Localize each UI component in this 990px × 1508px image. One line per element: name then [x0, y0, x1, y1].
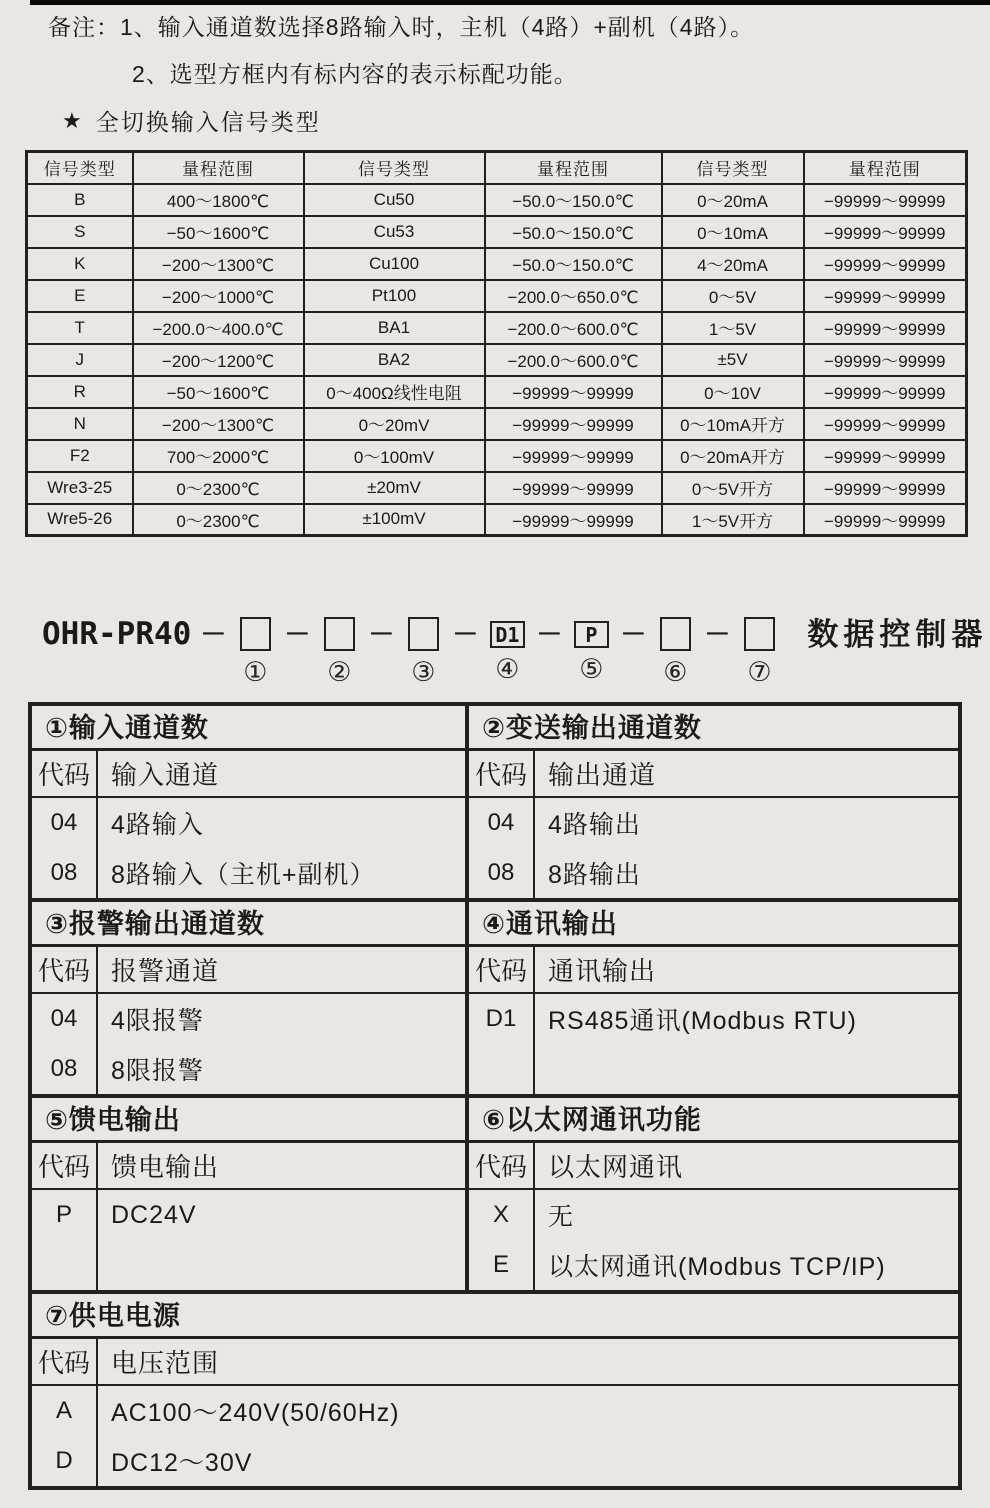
signal-header-cell: 量程范围 [133, 152, 304, 184]
ordering-dash: － [620, 619, 647, 649]
signal-cell: −99999～99999 [485, 376, 662, 408]
code-value: D [55, 1447, 73, 1474]
section-2 [465, 706, 958, 898]
code-column [32, 1190, 98, 1290]
ordering-unit [319, 612, 359, 686]
selection-grid [28, 702, 962, 1490]
section-title: ⑦供电电源 [32, 1294, 958, 1339]
code-value: 04 [50, 809, 78, 836]
code-value: P [55, 1201, 72, 1228]
desc-column [535, 798, 958, 898]
desc-header: 输入通道 [111, 760, 220, 790]
signal-cell: −99999～99999 [804, 504, 967, 536]
desc-header: 以太网通讯 [548, 1152, 684, 1182]
ordering-dash: － [536, 619, 563, 649]
signal-cell: 4～20mA [662, 248, 804, 280]
signal-cell: 0～20mA [662, 184, 804, 216]
signal-cell: 0～100mV [304, 440, 485, 472]
ordering-box [324, 617, 355, 651]
signal-cell: −99999～99999 [804, 184, 967, 216]
code-header: 代码 [469, 1143, 535, 1188]
ordering-position-number: ① [243, 657, 268, 687]
signal-cell: −200～1300℃ [133, 408, 304, 440]
ordering-dash: － [704, 619, 731, 649]
signal-cell: 0～10mA开方 [662, 408, 804, 440]
desc-value: RS485通讯(Modbus RTU) [548, 1007, 857, 1035]
section-header-row [32, 1143, 465, 1190]
desc-column [98, 1386, 958, 1486]
code-header: 代码 [32, 947, 98, 992]
desc-value: 8限报警 [111, 1057, 204, 1085]
top-rule [30, 0, 990, 5]
signal-cell: T [27, 312, 133, 344]
ordering-position-number: ⑤ [579, 654, 604, 684]
signal-cell: 700～2000℃ [133, 440, 304, 472]
note-line-2 [132, 57, 754, 91]
signal-cell: B [27, 184, 133, 216]
section-title: ①输入通道数 [32, 706, 465, 751]
signal-cell: Cu50 [304, 184, 485, 216]
signal-cell: −200.0～400.0℃ [133, 312, 304, 344]
signal-cell: −50.0～150.0℃ [485, 248, 662, 280]
note-line-1 [48, 10, 754, 44]
ordering-unit [571, 612, 611, 683]
ordering-box [240, 617, 271, 651]
signal-cell: BA2 [304, 344, 485, 376]
desc-column [535, 1190, 958, 1290]
section-data [32, 798, 465, 898]
signal-cell: −50～1600℃ [133, 376, 304, 408]
section-header-row [32, 751, 465, 798]
signal-cell: −200～1000℃ [133, 280, 304, 312]
ordering-dash: － [368, 619, 395, 649]
signal-cell: 0～20mV [304, 408, 485, 440]
signal-cell: −99999～99999 [804, 376, 967, 408]
ordering-box [744, 617, 775, 651]
signal-cell: 400～1800℃ [133, 184, 304, 216]
section-data [32, 1386, 958, 1486]
section-title: ②变送输出通道数 [469, 706, 958, 751]
signal-cell: J [27, 344, 133, 376]
signal-cell: −200～1300℃ [133, 248, 304, 280]
ordering-dash: － [200, 619, 227, 649]
desc-header: 电压范围 [111, 1348, 220, 1378]
section-header-row [469, 1143, 958, 1190]
signal-header-cell: 信号类型 [662, 152, 804, 184]
signal-cell: Pt100 [304, 280, 485, 312]
signal-cell: −99999～99999 [804, 216, 967, 248]
code-header: 代码 [32, 1143, 98, 1188]
signal-cell: 0～10mA [662, 216, 804, 248]
signal-cell: 1～5V [662, 312, 804, 344]
signal-cell: −99999～99999 [485, 408, 662, 440]
section-5 [32, 1094, 465, 1290]
ordering-code [42, 612, 987, 686]
ordering-position-number: ⑥ [663, 657, 688, 687]
code-header: 代码 [32, 751, 98, 796]
section-header-row [32, 1339, 958, 1386]
desc-value: DC12～30V [111, 1449, 253, 1477]
code-column [469, 1190, 535, 1290]
desc-header: 馈电输出 [111, 1152, 220, 1182]
signal-row [27, 312, 967, 344]
signal-row [27, 408, 967, 440]
signal-cell: −200.0～600.0℃ [485, 312, 662, 344]
ordering-dash: － [284, 619, 311, 649]
section-data [469, 798, 958, 898]
desc-value: 8路输入（主机+副机） [111, 861, 376, 889]
ordering-unit [739, 612, 779, 686]
signal-cell: 1～5V开方 [662, 504, 804, 536]
signal-cell: S [27, 216, 133, 248]
section-data [469, 1190, 958, 1290]
section-6 [465, 1094, 958, 1290]
desc-header: 输出通道 [548, 760, 657, 790]
signal-cell: −200.0～650.0℃ [485, 280, 662, 312]
signal-cell: K [27, 248, 133, 280]
code-value: 08 [50, 859, 78, 886]
signal-cell: −50～1600℃ [133, 216, 304, 248]
code-header: 代码 [469, 751, 535, 796]
code-column [32, 994, 98, 1094]
signal-cell: ±5V [662, 344, 804, 376]
signal-header-cell: 信号类型 [27, 152, 133, 184]
code-value: 04 [487, 809, 515, 836]
ordering-unit [403, 612, 443, 686]
desc-column [98, 1190, 465, 1290]
signal-row [27, 376, 967, 408]
code-value: D1 [485, 1005, 517, 1032]
signal-cell: −99999～99999 [485, 504, 662, 536]
signal-cell: 0～5V开方 [662, 472, 804, 504]
signal-cell: Cu53 [304, 216, 485, 248]
desc-column [98, 798, 465, 898]
signal-cell: 0～20mA开方 [662, 440, 804, 472]
desc-header: 通讯输出 [548, 956, 657, 986]
signal-cell: −50.0～150.0℃ [485, 184, 662, 216]
code-value: 08 [487, 859, 515, 886]
signal-cell: −99999～99999 [485, 472, 662, 504]
signal-cell: Cu100 [304, 248, 485, 280]
signal-cell: N [27, 408, 133, 440]
signal-row [27, 472, 967, 504]
desc-value: 4限报警 [111, 1007, 204, 1035]
ordering-unit [487, 612, 527, 683]
ordering-position-number: ② [327, 657, 352, 687]
signal-heading [62, 104, 321, 137]
section-title: ⑤馈电输出 [32, 1098, 465, 1143]
desc-value: 8路输出 [548, 861, 641, 889]
signal-cell: −99999～99999 [804, 248, 967, 280]
ordering-position-number: ④ [495, 654, 520, 684]
code-value: 04 [50, 1005, 78, 1032]
code-value: X [492, 1201, 509, 1228]
signal-cell: 0～5V [662, 280, 804, 312]
code-value: A [55, 1397, 72, 1424]
signal-cell: −200～1200℃ [133, 344, 304, 376]
code-column [469, 798, 535, 898]
code-value: E [492, 1251, 509, 1278]
signal-table-body [27, 184, 967, 536]
section-1 [32, 706, 465, 898]
ordering-box [660, 617, 691, 651]
notes-label: 备注： [48, 14, 120, 40]
desc-column [535, 994, 958, 1094]
code-value: 08 [50, 1055, 78, 1082]
signal-row [27, 504, 967, 536]
ordering-box [408, 617, 439, 651]
signal-cell: 0～2300℃ [133, 504, 304, 536]
desc-header: 报警通道 [111, 956, 220, 986]
signal-cell: ±100mV [304, 504, 485, 536]
section-7 [32, 1290, 958, 1486]
signal-cell: −50.0～150.0℃ [485, 216, 662, 248]
section-title: ⑥以太网通讯功能 [469, 1098, 958, 1143]
section-data [469, 994, 958, 1094]
ordering-unit [235, 612, 275, 686]
signal-row [27, 184, 967, 216]
ordering-suffix: 数据控制器 [807, 617, 988, 652]
ordering-dash: － [452, 619, 479, 649]
code-column [469, 994, 535, 1094]
section-header-row [469, 947, 958, 994]
signal-table [25, 150, 968, 537]
ordering-prefix: OHR-PR40 [42, 616, 192, 652]
section-data [32, 1190, 465, 1290]
section-data [32, 994, 465, 1094]
signal-cell: 0～400Ω线性电阻 [304, 376, 485, 408]
signal-row [27, 280, 967, 312]
signal-cell: −99999～99999 [804, 472, 967, 504]
section-4 [465, 898, 958, 1094]
signal-cell: F2 [27, 440, 133, 472]
signal-header-cell: 量程范围 [804, 152, 967, 184]
ordering-box: P [574, 621, 609, 648]
signal-row [27, 440, 967, 472]
section-header-row [469, 751, 958, 798]
signal-cell: Wre5-26 [27, 504, 133, 536]
desc-value: 4路输入 [111, 811, 204, 839]
signal-row [27, 216, 967, 248]
signal-cell: −99999～99999 [804, 312, 967, 344]
ordering-position-number: ⑦ [747, 657, 772, 687]
desc-column [98, 994, 465, 1094]
signal-cell: BA1 [304, 312, 485, 344]
signal-row [27, 248, 967, 280]
signal-header-cell: 信号类型 [304, 152, 485, 184]
signal-cell: R [27, 376, 133, 408]
signal-cell: −200.0～600.0℃ [485, 344, 662, 376]
ordering-position-number: ③ [411, 657, 436, 687]
desc-value: 无 [548, 1203, 575, 1231]
signal-cell: −99999～99999 [804, 408, 967, 440]
ordering-box: D1 [490, 621, 525, 648]
section-title: ④通讯输出 [469, 902, 958, 947]
signal-row [27, 344, 967, 376]
signal-cell: −99999～99999 [804, 280, 967, 312]
signal-cell: −99999～99999 [485, 440, 662, 472]
desc-value: 4路输出 [548, 811, 641, 839]
code-column [32, 798, 98, 898]
notes [48, 10, 754, 91]
desc-value: DC24V [111, 1200, 197, 1229]
code-header: 代码 [32, 1339, 98, 1384]
signal-cell: 0～2300℃ [133, 472, 304, 504]
signal-cell: −99999～99999 [804, 440, 967, 472]
note-line-1-text: 1、输入通道数选择8路输入时，主机（4路）+副机（4路）。 [120, 14, 755, 40]
section-3 [32, 898, 465, 1094]
code-header: 代码 [469, 947, 535, 992]
star-icon: ★ [62, 107, 84, 133]
code-column [32, 1386, 98, 1486]
signal-heading-label: 全切换输入信号类型 [95, 109, 321, 135]
signal-cell: ±20mV [304, 472, 485, 504]
desc-value: 以太网通讯(Modbus TCP/IP) [548, 1253, 886, 1281]
note-line-2-text: 2、选型方框内有标内容的表示标配功能。 [132, 61, 578, 87]
signal-cell: E [27, 280, 133, 312]
signal-cell: −99999～99999 [804, 344, 967, 376]
section-title: ③报警输出通道数 [32, 902, 465, 947]
ordering-unit [655, 612, 695, 686]
section-header-row [32, 947, 465, 994]
signal-header-cell: 量程范围 [485, 152, 662, 184]
desc-value: AC100～240V(50/60Hz) [111, 1399, 400, 1427]
signal-table-head [27, 152, 967, 184]
signal-cell: 0～10V [662, 376, 804, 408]
signal-cell: Wre3-25 [27, 472, 133, 504]
